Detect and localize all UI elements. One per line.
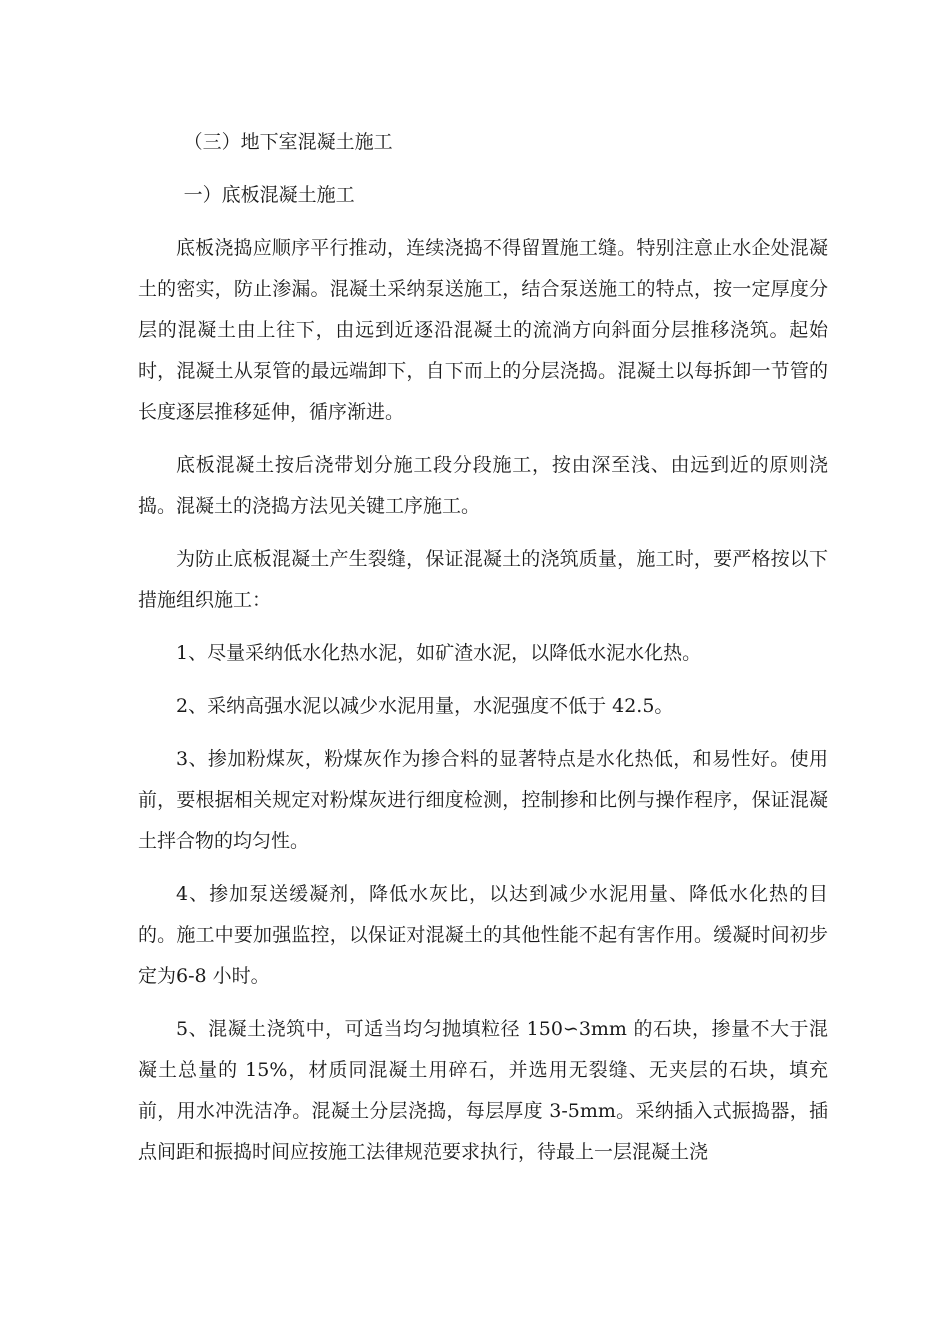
paragraph-measure-2: 2、采纳高强水泥以减少水泥用量，水泥强度不低于 42.5。 xyxy=(176,695,674,717)
paragraph-crack-prevention-intro: 为防止底板混凝土产生裂缝，保证混凝土的浇筑质量，施工时，要严格按以下措施组织施工： xyxy=(138,548,828,611)
paragraph-measure-1: 1、尽量采纳低水化热水泥，如矿渣水泥，以降低水泥水化热。 xyxy=(176,642,702,664)
paragraph-construction-sections: 底板混凝土按后浇带划分施工段分段施工，按由深至浅、由远到近的原则浇捣。混凝土的浇捣方法见关键工序施工。 xyxy=(138,454,828,517)
document-body xyxy=(138,122,828,1185)
paragraph-measure-4: 4、掺加泵送缓凝剂，降低水灰比，以达到减少水泥用量、降低水化热的目的。施工中要加强监控，以保证对混凝土的其他性能不起有害作用。缓凝时间初步定为6-8 小时。 xyxy=(138,883,828,987)
subsection-title: 一）底板混凝土施工 xyxy=(183,184,355,206)
section-title: （三）地下室混凝土施工 xyxy=(183,131,393,153)
paragraph-measure-3: 3、掺加粉煤灰，粉煤灰作为掺合料的显著特点是水化热低，和易性好。使用前，要根据相关规定对粉煤灰进行细度检测，控制掺和比例与操作程序，保证混凝土拌合物的均匀性。 xyxy=(138,748,828,852)
paragraph-measure-5: 5、混凝土浇筑中，可适当均匀抛填粒径 150∽3mm 的石块，掺量不大于混凝土总量的 15%，材质同混凝土用碎石，并选用无裂缝、无夹层的石块，填充前，用水冲洗洁净。混凝土分层浇捣，每层厚度 3-5mm。采纳插入式振捣器，插点间距和振捣时间应按施工法律规范要求执行，待最上一层混凝土浇 xyxy=(138,1018,828,1163)
paragraph-pouring-sequence: 底板浇捣应顺序平行推动，连续浇捣不得留置施工缝。特别注意止水企处混凝土的密实，防止渗漏。混凝土采纳泵送施工，结合泵送施工的特点，按一定厚度分层的混凝土由上往下，由远到近逐沿混凝土的流淌方向斜面分层推移浇筑。起始时，混凝土从泵管的最远端卸下，自下而上的分层浇捣。混凝土以每拆卸一节管的长度逐层推移延伸，循序渐进。 xyxy=(138,237,828,423)
